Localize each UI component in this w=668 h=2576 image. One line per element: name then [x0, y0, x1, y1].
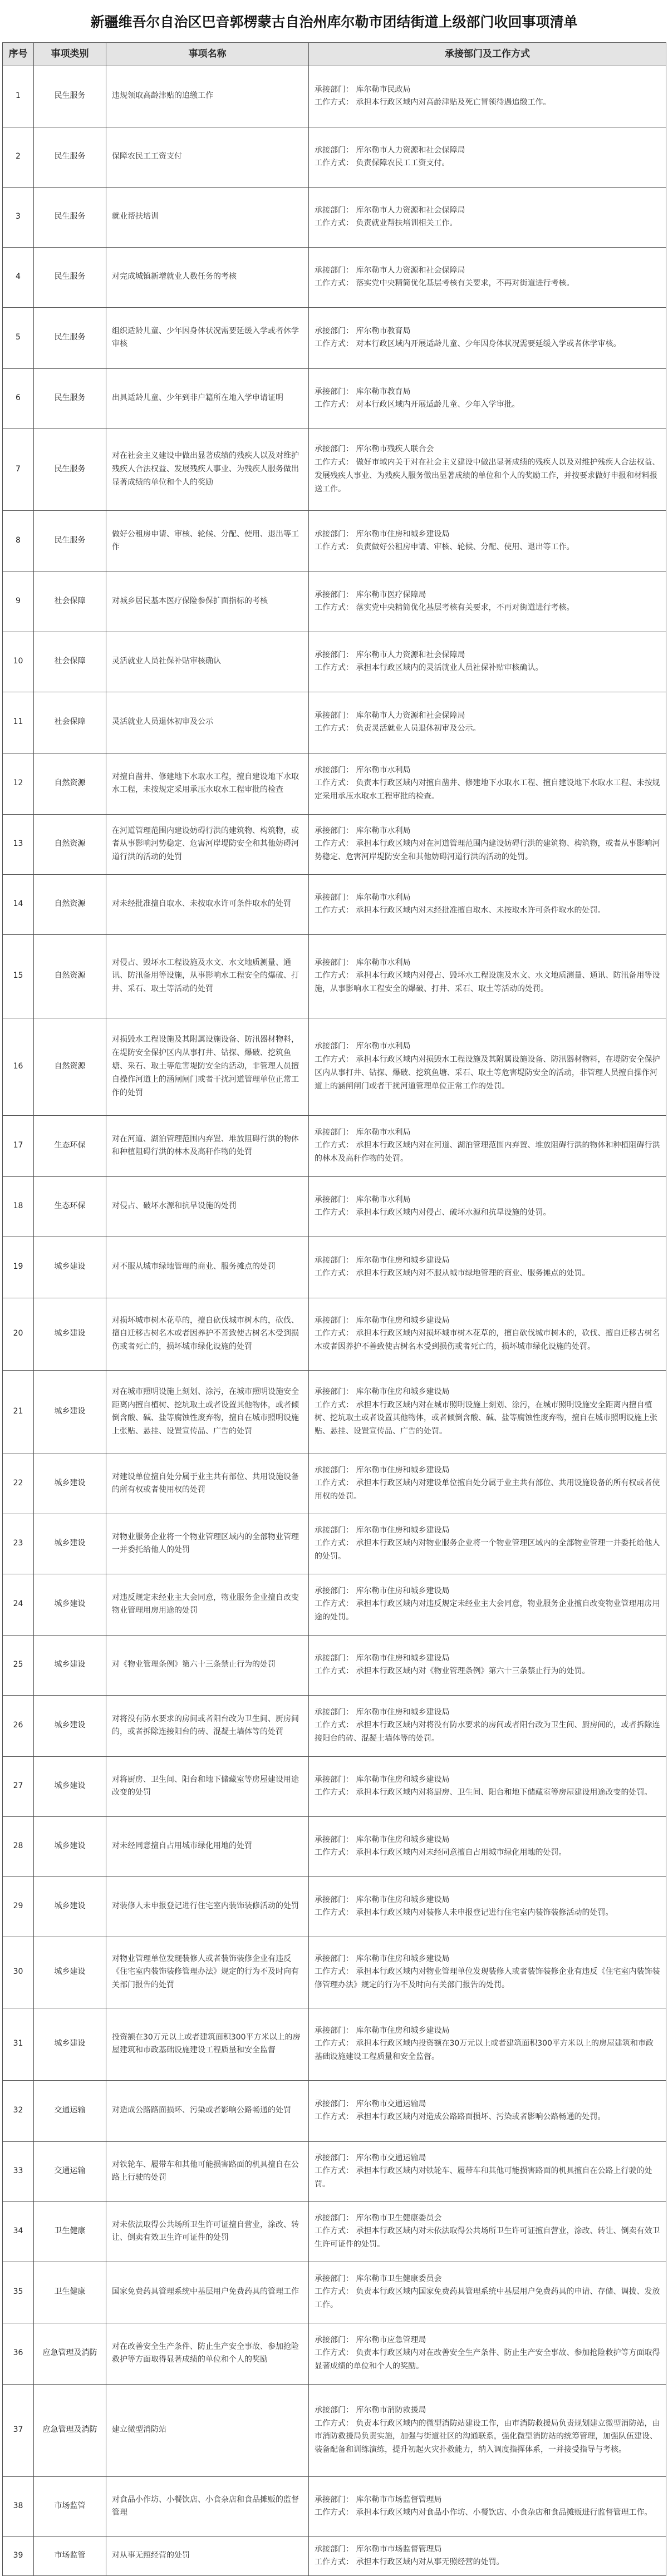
row-work-method: 工作方式： 承担本行政区域内对侵占、毁坏水工程设施及水文、水文地质测量、通讯、防汛备用等设施，从事影响水工程安全的爆破、打井、采石、取土等活动的处罚。 [315, 971, 660, 994]
row-department-name: 承接部门： 库尔勒市医疗保障局 [315, 590, 426, 599]
row-department-name: 承接部门： 库尔勒市教育局 [315, 326, 411, 336]
row-item-name: 对擅自凿井、修建地下水取水工程，擅自建设地下水取水工程，未按规定采用承压水取水工程审批的检查 [106, 753, 309, 814]
row-work-method: 工作方式： 承担本行政区域内对违反规定未经业主大会同意，物业服务企业擅自改变物业管理用房用途的处罚。 [315, 1599, 660, 1622]
row-number: 23 [3, 1514, 34, 1574]
row-work-method: 工作方式： 承担本行政区域内对损毁水工程设施及其附属设施设备、防汛器材物料，在堤防安全保护区内从事打井、钻探、爆破、挖筑鱼塘、采石、取土等危害堤防安全的活动，非管理人员擅自操作河道上的涵闸闸门或者干扰河道管理单位正常工作的处罚。 [315, 1055, 660, 1091]
row-work-method: 工作方式： 负责灵活就业人员退休初审及公示。 [315, 724, 481, 733]
row-department-name: 承接部门： 库尔勒市住房和城乡建设局 [315, 1465, 450, 1475]
row-number: 39 [3, 2536, 34, 2575]
row-category: 自然资源 [34, 814, 106, 874]
table-row [3, 1454, 666, 1514]
row-category: 城乡建设 [34, 1454, 106, 1514]
row-department [309, 2476, 666, 2536]
row-work-method: 工作方式： 承担本行政区域内对未经批准擅自取水、未按取水许可条件取水的处罚。 [315, 906, 606, 915]
table-row [3, 1574, 666, 1635]
row-department-name: 承接部门： 库尔勒市水利局 [315, 1195, 411, 1204]
row-category: 民生服务 [34, 247, 106, 307]
table-row [3, 1176, 666, 1237]
row-item-name: 对将厨房、卫生间、阳台和地下储藏室等房屋建设用途改变的处罚 [106, 1756, 309, 1816]
row-number: 16 [3, 1018, 34, 1115]
row-department [309, 2323, 666, 2384]
table-row [3, 187, 666, 247]
row-department [309, 1454, 666, 1514]
row-department [309, 1876, 666, 1937]
row-department [309, 2080, 666, 2141]
row-department [309, 2384, 666, 2476]
row-category: 民生服务 [34, 187, 106, 247]
row-item-name: 国家免费药具管理系统中基层用户免费药具的管理工作 [106, 2262, 309, 2323]
row-category: 城乡建设 [34, 1937, 106, 2008]
row-number: 18 [3, 1176, 34, 1237]
table-row [3, 1756, 666, 1816]
table-row [3, 2141, 666, 2201]
table-row [3, 2201, 666, 2262]
row-department [309, 1635, 666, 1695]
row-category: 城乡建设 [34, 1876, 106, 1937]
row-number: 1 [3, 66, 34, 127]
row-department-name: 承接部门： 库尔勒市住房和城乡建设局 [315, 529, 450, 539]
row-item-name: 对在改善安全生产条件、防止生产安全事故、参加抢险救护等方面取得显著成绩的单位和个人的奖励 [106, 2323, 309, 2384]
table-row [3, 1937, 666, 2008]
row-category: 自然资源 [34, 1018, 106, 1115]
table-body [3, 66, 666, 2575]
row-department-name: 承接部门： 库尔勒市水利局 [315, 826, 411, 835]
row-number: 6 [3, 368, 34, 428]
table-row [3, 127, 666, 187]
row-work-method: 工作方式： 承担本行政区域内对高龄津贴及死亡冒领待遇追缴工作。 [315, 98, 551, 107]
row-work-method: 工作方式： 承担本行政区域内对不服从城市绿地管理的商业、服务摊点的处罚。 [315, 1269, 590, 1278]
row-department [309, 2262, 666, 2323]
row-item-name: 在河道管理范围内建设妨碍行洪的建筑物、构筑物，或者从事影响河势稳定、危害河岸堤防安全和其他妨碍河道行洪的活动的处罚 [106, 814, 309, 874]
row-category: 民生服务 [34, 127, 106, 187]
row-department-name: 承接部门： 库尔勒市人力资源和社会保障局 [315, 205, 465, 215]
table-row [3, 66, 666, 127]
row-item-name: 保障农民工工资支付 [106, 127, 309, 187]
row-work-method: 工作方式： 对本行政区域内开展适龄儿童、少年因身体状况需要延缓入学或者休学审核。 [315, 339, 621, 349]
table-row [3, 1514, 666, 1574]
table-row [3, 2080, 666, 2141]
row-department [309, 247, 666, 307]
row-item-name: 灵活就业人员退休初审及公示 [106, 692, 309, 753]
row-department [309, 368, 666, 428]
row-department-name: 承接部门： 库尔勒市民政局 [315, 85, 411, 94]
row-item-name: 灵活就业人员社保补贴审核确认 [106, 632, 309, 692]
row-department [309, 1695, 666, 1756]
table-row [3, 1115, 666, 1176]
row-department-name: 承接部门： 库尔勒市人力资源和社会保障局 [315, 711, 465, 720]
row-number: 5 [3, 307, 34, 368]
row-number: 32 [3, 2080, 34, 2141]
row-department [309, 428, 666, 510]
row-category: 社会保障 [34, 572, 106, 632]
table-row [3, 572, 666, 632]
row-work-method: 工作方式： 负责做好公租房申请、审核、轮候、分配、使用、退出等工作。 [315, 543, 574, 552]
row-work-method: 工作方式： 做好市域内关于对在社会主义建设中做出显著成绩的残疾人以及对维护残疾人合法权益、发展残疾人事业、为残疾人服务做出显著成绩的单位和个人的奖励工作，并按要求做好申报和材料报送工作。 [315, 458, 660, 494]
row-item-name: 对损坏城市树木花草的，擅自砍伐城市树木的，砍伐、擅自迁移古树名木或者因养护不善致使古树名木受到损伤或者死亡的，损坏城市绿化设施的处罚 [106, 1298, 309, 1370]
row-department-name: 承接部门： 库尔勒市卫生健康委员会 [315, 2213, 442, 2223]
table-row [3, 510, 666, 572]
row-category: 自然资源 [34, 753, 106, 814]
row-number: 31 [3, 2008, 34, 2080]
row-department [309, 874, 666, 934]
row-work-method: 工作方式： 负责本行政区域内对在改善安全生产条件、防止生产安全事故、参加抢险救护等方面取得显著成绩的单位和个人的奖励。 [315, 2348, 660, 2371]
row-work-method: 工作方式： 承担本行政区域内对在河道、湖泊管理范围内弃置、堆放阻碍行洪的物体和种植阻碍行洪的林木及高秆作物的处罚。 [315, 1141, 660, 1164]
header-department: 承接部门及工作方式 [309, 43, 666, 66]
row-work-method: 工作方式： 承担本行政区域内对侵占、破坏水源和抗旱设施的处罚。 [315, 1208, 551, 1218]
row-department-name: 承接部门： 库尔勒市住房和城乡建设局 [315, 1387, 450, 1396]
row-department-name: 承接部门： 库尔勒市水利局 [315, 893, 411, 902]
table-row [3, 1298, 666, 1370]
row-number: 25 [3, 1635, 34, 1695]
row-item-name: 对违反规定未经业主大会同意，物业服务企业擅自改变物业管理用房用途的处罚 [106, 1574, 309, 1635]
row-work-method: 工作方式： 承担本行政区域内对装修人未申报登记进行住宅室内装饰装修活动的处罚。 [315, 1908, 613, 1918]
row-department [309, 934, 666, 1018]
row-item-name: 对在河道、湖泊管理范围内弃置、堆放阻碍行洪的物体和种植阻碍行洪的林木及高秆作物的处罚 [106, 1115, 309, 1176]
row-work-method: 工作方式： 承担本行政区域内对食品小作坊、小餐饮店、小食杂店和食品摊贩进行监督管理工作。 [315, 2508, 652, 2518]
table-row [3, 1635, 666, 1695]
row-category: 市场监管 [34, 2476, 106, 2536]
row-work-method: 工作方式： 承担本行政区域内的灵活就业人员社保补贴审核确认。 [315, 663, 543, 673]
row-category: 应急管理及消防 [34, 2323, 106, 2384]
row-item-name: 对损毁水工程设施及其附属设施设备、防汛器材物料，在堤防安全保护区内从事打井、钻探、爆破、挖筑鱼塘、采石、取土等危害堤防安全的活动，非管理人员擅自操作河道上的涵闸闸门或者干扰河道管理单位正常工作的处罚 [106, 1018, 309, 1115]
row-number: 20 [3, 1298, 34, 1370]
row-category: 自然资源 [34, 874, 106, 934]
row-category: 民生服务 [34, 510, 106, 572]
row-department [309, 2141, 666, 2201]
row-item-name: 对物业服务企业将一个物业管理区域内的全部物业管理一并委托给他人的处罚 [106, 1514, 309, 1574]
row-department-name: 承接部门： 库尔勒市残疾人联合会 [315, 445, 434, 454]
row-item-name: 建立微型消防站 [106, 2384, 309, 2476]
row-number: 33 [3, 2141, 34, 2201]
row-number: 21 [3, 1370, 34, 1454]
row-number: 8 [3, 510, 34, 572]
row-department-name: 承接部门： 库尔勒市交通运输局 [315, 2099, 426, 2109]
row-category: 应急管理及消防 [34, 2384, 106, 2476]
row-work-method: 工作方式： 承担本行政区域内对物业管理单位发现装修人或者装饰装修企业有违反《住宅室内装饰装修管理办法》规定的行为不及时向有关部门报告的处罚。 [315, 1967, 660, 1990]
row-department [309, 187, 666, 247]
row-number: 38 [3, 2476, 34, 2536]
row-department [309, 2201, 666, 2262]
row-department-name: 承接部门： 库尔勒市教育局 [315, 387, 411, 396]
row-item-name: 对从事无照经营的处罚 [106, 2536, 309, 2575]
row-item-name: 对造成公路路面损坏、污染或者影响公路畅通的处罚 [106, 2080, 309, 2141]
row-item-name: 组织适龄儿童、少年因身体状况需要延缓入学或者休学审核 [106, 307, 309, 368]
row-category: 民生服务 [34, 368, 106, 428]
items-table [2, 42, 666, 2576]
table-row [3, 1816, 666, 1876]
row-department [309, 1816, 666, 1876]
row-number: 4 [3, 247, 34, 307]
row-department [309, 1298, 666, 1370]
row-category: 城乡建设 [34, 1756, 106, 1816]
row-work-method: 工作方式： 承担本行政区域内对物业服务企业将一个物业管理区域内的全部物业管理一并委托给他人的处罚。 [315, 1539, 660, 1562]
row-work-method: 工作方式： 落实党中央精简优化基层考核有关要求，不再对街道进行考核。 [315, 603, 574, 613]
row-item-name: 对侵占、破坏水源和抗旱设施的处罚 [106, 1176, 309, 1237]
table-row [3, 874, 666, 934]
row-category: 交通运输 [34, 2080, 106, 2141]
row-department-name: 承接部门： 库尔勒市住房和城乡建设局 [315, 2026, 450, 2035]
row-item-name: 对不服从城市绿地管理的商业、服务摊点的处罚 [106, 1237, 309, 1298]
row-number: 11 [3, 692, 34, 753]
row-department-name: 承接部门： 库尔勒市住房和城乡建设局 [315, 1775, 450, 1784]
row-category: 社会保障 [34, 692, 106, 753]
row-department-name: 承接部门： 库尔勒市住房和城乡建设局 [315, 1316, 450, 1325]
row-department-name: 承接部门： 库尔勒市住房和城乡建设局 [315, 1525, 450, 1535]
row-number: 15 [3, 934, 34, 1018]
row-department [309, 1370, 666, 1454]
row-item-name: 对未依法取得公共场所卫生许可证擅自营业，涂改、转让、倒卖有效卫生许可证件的处罚 [106, 2201, 309, 2262]
row-work-method: 工作方式： 承担本行政区域内对未依法取得公共场所卫生许可证擅自营业，涂改、转让、倒卖有效卫生许可证件的处罚。 [315, 2227, 660, 2249]
row-item-name: 对将没有防水要求的房间或者阳台改为卫生间、厨房间的，或者拆除连接阳台的砖、混凝土墙体等的处罚 [106, 1695, 309, 1756]
row-item-name: 对物业管理单位发现装修人或者装饰装修企业有违反《住宅室内装饰装修管理办法》规定的行为不及时向有关部门报告的处罚 [106, 1937, 309, 2008]
row-department-name: 承接部门： 库尔勒市人力资源和社会保障局 [315, 145, 465, 155]
row-number: 19 [3, 1237, 34, 1298]
row-department [309, 814, 666, 874]
header-no: 序号 [3, 43, 34, 66]
table-row [3, 428, 666, 510]
row-category: 卫生健康 [34, 2262, 106, 2323]
row-department [309, 1176, 666, 1237]
row-category: 民生服务 [34, 66, 106, 127]
row-category: 生态环保 [34, 1176, 106, 1237]
row-department-name: 承接部门： 库尔勒市住房和城乡建设局 [315, 1835, 450, 1844]
row-category: 民生服务 [34, 428, 106, 510]
row-work-method: 工作方式： 承担本行政区域内投资额在30万元以上或者建筑面积300平方米以上的房屋建筑和市政基础设施建设工程质量和安全监督。 [315, 2039, 654, 2062]
row-department-name: 承接部门： 库尔勒市住房和城乡建设局 [315, 1255, 450, 1265]
table-row [3, 2384, 666, 2476]
row-department-name: 承接部门： 库尔勒市水利局 [315, 958, 411, 967]
row-department [309, 1237, 666, 1298]
page-title: 新疆维吾尔自治区巴音郭楞蒙古自治州库尔勒市团结街道上级部门收回事项清单 [90, 14, 578, 30]
row-work-method: 工作方式： 承担本行政区域内对建设单位擅自处分属于业主共有部位、共用设施设备的所有权或者使用权的处罚。 [315, 1479, 660, 1501]
row-category: 城乡建设 [34, 2008, 106, 2080]
row-number: 34 [3, 2201, 34, 2262]
row-department [309, 1937, 666, 2008]
row-item-name: 对铁轮车、履带车和其他可能损害路面的机具擅自在公路上行驶的处罚 [106, 2141, 309, 2201]
row-department [309, 307, 666, 368]
row-category: 民生服务 [34, 307, 106, 368]
row-number: 36 [3, 2323, 34, 2384]
row-category: 社会保障 [34, 632, 106, 692]
header-category: 事项类别 [34, 43, 106, 66]
row-item-name: 对完成城镇新增就业人数任务的考核 [106, 247, 309, 307]
table-row [3, 692, 666, 753]
row-work-method: 工作方式： 对本行政区域内开展适龄儿童、少年入学审批。 [315, 400, 520, 410]
row-item-name: 对未经同意擅自占用城市绿化用地的处罚 [106, 1816, 309, 1876]
row-work-method: 工作方式： 承担本行政区域内对将厨房、卫生间、阳台和地下储藏室等房屋建设用途改变的处罚。 [315, 1788, 652, 1797]
row-number: 17 [3, 1115, 34, 1176]
table-row [3, 2262, 666, 2323]
row-item-name: 对未经批准擅自取水、未按取水许可条件取水的处罚 [106, 874, 309, 934]
row-department-name: 承接部门： 库尔勒市市场监督管理局 [315, 2495, 442, 2504]
row-item-name: 对侵占、毁坏水工程设施及水文、水文地质测量、通讯、防汛备用等设施，从事影响水工程安全的爆破、打井、采石、取土等活动的处罚 [106, 934, 309, 1018]
table-row [3, 814, 666, 874]
row-work-method: 工作方式： 承担本行政区域内对将没有防水要求的房间或者阳台改为卫生间、厨房间的，或者拆除连接阳台的砖、混凝土墙体等的处罚。 [315, 1721, 660, 1743]
row-department [309, 1115, 666, 1176]
table-row [3, 307, 666, 368]
row-item-name: 对在城市照明设施上刻划、涂污，在城市照明设施安全距离内擅自植树、挖坑取土或者设置其他物体，或者倾倒含酸、碱、盐等腐蚀性废弃物，擅自在城市照明设施上张贴、悬挂、设置宣传品、广告的处罚 [106, 1370, 309, 1454]
row-work-method: 工作方式： 承担本行政区域内对损坏城市树木花草的，擅自砍伐城市树木的，砍伐、擅自迁移古树名木或者因养护不善致使古树名木受到损伤或者死亡的，损坏城市绿化设施的处罚。 [315, 1329, 660, 1352]
row-category: 城乡建设 [34, 1237, 106, 1298]
header-item-name: 事项名称 [106, 43, 309, 66]
table-row [3, 1018, 666, 1115]
row-department [309, 66, 666, 127]
row-work-method: 工作方式： 负责就业帮扶培训相关工作。 [315, 219, 458, 228]
row-work-method: 工作方式： 负责本行政区域内对擅自凿井、修建地下水取水工程、擅自建设地下水取水工程、未按规定采用承压水取水工程审批的检查。 [315, 779, 660, 801]
row-department [309, 127, 666, 187]
row-category: 城乡建设 [34, 1695, 106, 1756]
row-number: 35 [3, 2262, 34, 2323]
row-department-name: 承接部门： 库尔勒市住房和城乡建设局 [315, 1586, 450, 1595]
row-department [309, 1018, 666, 1115]
table-row [3, 1237, 666, 1298]
row-work-method: 工作方式： 承担本行政区域内对未经同意擅自占用城市绿化用地的处罚。 [315, 1848, 567, 1858]
row-number: 30 [3, 1937, 34, 2008]
row-department-name: 承接部门： 库尔勒市住房和城乡建设局 [315, 1954, 450, 1963]
row-work-method: 工作方式： 落实党中央精简优化基层考核有关要求，不再对街道进行考核。 [315, 279, 574, 288]
row-department-name: 承接部门： 库尔勒市人力资源和社会保障局 [315, 650, 465, 659]
row-number: 28 [3, 1816, 34, 1876]
row-item-name: 做好公租房申请、审核、轮候、分配、使用、退出等工作 [106, 510, 309, 572]
row-department-name: 承接部门： 库尔勒市水利局 [315, 765, 411, 775]
row-category: 卫生健康 [34, 2201, 106, 2262]
row-work-method: 工作方式： 负责保障农民工工资支付。 [315, 159, 450, 168]
row-category: 城乡建设 [34, 1574, 106, 1635]
row-item-name: 违规领取高龄津贴的追缴工作 [106, 66, 309, 127]
row-work-method: 工作方式： 承担本行政区域内对《物业管理条例》第六十三条禁止行为的处罚。 [315, 1667, 590, 1676]
table-row [3, 934, 666, 1018]
row-item-name: 对装修人未申报登记进行住宅室内装饰装修活动的处罚 [106, 1876, 309, 1937]
table-row [3, 368, 666, 428]
row-department-name: 承接部门： 库尔勒市住房和城乡建设局 [315, 1653, 450, 1663]
row-department-name: 承接部门： 库尔勒市交通运输局 [315, 2153, 426, 2163]
row-department-name: 承接部门： 库尔勒市住房和城乡建设局 [315, 1895, 450, 1904]
table-row [3, 247, 666, 307]
row-category: 生态环保 [34, 1115, 106, 1176]
row-number: 7 [3, 428, 34, 510]
row-work-method: 工作方式： 承担本行政区域内对在城市照明设施上刻划、涂污，在城市照明设施安全距离内擅自植树、挖坑取土或者设置其他物体，或者倾倒含酸、碱、盐等腐蚀性废弃物，擅自在城市照明设施上张贴、悬挂、设置宣传品、广告的处罚。 [315, 1400, 657, 1436]
row-work-method: 工作方式： 负责本行政区域内国家免费药具管理系统中基层用户免费药具的申请、存储、调拨、发放工作。 [315, 2287, 660, 2310]
row-item-name: 对食品小作坊、小餐饮店、小食杂店和食品摊贩的监督管理 [106, 2476, 309, 2536]
row-item-name: 对建设单位擅自处分属于业主共有部位、共用设施设备的所有权或者使用权的处罚 [106, 1454, 309, 1514]
row-category: 城乡建设 [34, 1514, 106, 1574]
row-item-name: 就业帮扶培训 [106, 187, 309, 247]
row-work-method: 工作方式： 承担本行政区域内对造成公路路面损坏、污染或者影响公路畅通的处罚。 [315, 2112, 606, 2122]
row-department [309, 632, 666, 692]
row-work-method: 工作方式： 承担本行政区域内对在河道管理范围内建设妨碍行洪的建筑物、构筑物，或者从事影响河势稳定、危害河岸堤防安全和其他妨碍河道行洪的活动的处罚。 [315, 839, 660, 862]
row-number: 13 [3, 814, 34, 874]
table-row [3, 2536, 666, 2575]
row-number: 14 [3, 874, 34, 934]
row-number: 3 [3, 187, 34, 247]
table-header-row [3, 43, 666, 66]
row-category: 交通运输 [34, 2141, 106, 2201]
row-department-name: 承接部门： 库尔勒市住房和城乡建设局 [315, 1707, 450, 1717]
row-department-name: 承接部门： 库尔勒市市场监督管理局 [315, 2544, 442, 2554]
row-category: 自然资源 [34, 934, 106, 1018]
row-item-name: 对《物业管理条例》第六十三条禁止行为的处罚 [106, 1635, 309, 1695]
row-department [309, 1574, 666, 1635]
row-department [309, 1514, 666, 1574]
table-row [3, 1370, 666, 1454]
row-work-method: 工作方式： 承担本行政区域内对铁轮车、履带车和其他可能损害路面的机具擅自在公路上行驶的处罚。 [315, 2166, 652, 2189]
row-number: 2 [3, 127, 34, 187]
row-category: 城乡建设 [34, 1298, 106, 1370]
row-number: 26 [3, 1695, 34, 1756]
row-department-name: 承接部门： 库尔勒市水利局 [315, 1127, 411, 1137]
row-number: 10 [3, 632, 34, 692]
row-department-name: 承接部门： 库尔勒市消防救援局 [315, 2405, 426, 2415]
row-number: 22 [3, 1454, 34, 1514]
row-item-name: 出具适龄儿童、少年到非户籍所在地入学申请证明 [106, 368, 309, 428]
row-category: 城乡建设 [34, 1635, 106, 1695]
row-department-name: 承接部门： 库尔勒市应急管理局 [315, 2335, 426, 2344]
row-number: 12 [3, 753, 34, 814]
row-department [309, 2536, 666, 2575]
row-number: 24 [3, 1574, 34, 1635]
row-department [309, 692, 666, 753]
row-category: 市场监管 [34, 2536, 106, 2575]
row-number: 9 [3, 572, 34, 632]
row-item-name: 投资额在30万元以上或者建筑面积300平方米以上的房屋建筑和市政基础设施建设工程质量和安全监督 [106, 2008, 309, 2080]
table-row [3, 1876, 666, 1937]
row-number: 27 [3, 1756, 34, 1816]
row-department-name: 承接部门： 库尔勒市人力资源和社会保障局 [315, 265, 465, 275]
row-work-method: 工作方式： 负责本行政区域内的微型消防站建设工作，由市消防救援局负责规划建立微型消防站，由市消防救援局负责实施，加强与街道社区的沟通联系，强化微型消防站的统筹管理，加强队伍建设、装备配备和训练演练，提升初起火灾扑救能力，纳入调度指挥体系，一并接受指导与考核。 [315, 2419, 660, 2455]
row-item-name: 对城乡居民基本医疗保险参保扩面指标的考核 [106, 572, 309, 632]
row-number: 37 [3, 2384, 34, 2476]
table-row [3, 1695, 666, 1756]
row-department [309, 1756, 666, 1816]
row-department [309, 2008, 666, 2080]
table-row [3, 632, 666, 692]
row-department-name: 承接部门： 库尔勒市水利局 [315, 1042, 411, 1051]
table-row [3, 2008, 666, 2080]
table-row [3, 2476, 666, 2536]
row-department-name: 承接部门： 库尔勒市卫生健康委员会 [315, 2274, 442, 2283]
row-department [309, 510, 666, 572]
row-department [309, 753, 666, 814]
row-number: 29 [3, 1876, 34, 1937]
table-row [3, 2323, 666, 2384]
row-department [309, 572, 666, 632]
row-category: 城乡建设 [34, 1370, 106, 1454]
table-row [3, 753, 666, 814]
row-work-method: 工作方式： 承担本行政区域内对从事无照经营的处罚。 [315, 2558, 504, 2567]
row-category: 城乡建设 [34, 1816, 106, 1876]
row-item-name: 对在社会主义建设中做出显著成绩的残疾人以及对维护残疾人合法权益、发展残疾人事业、为残疾人服务做出显著成绩的单位和个人的奖励 [106, 428, 309, 510]
